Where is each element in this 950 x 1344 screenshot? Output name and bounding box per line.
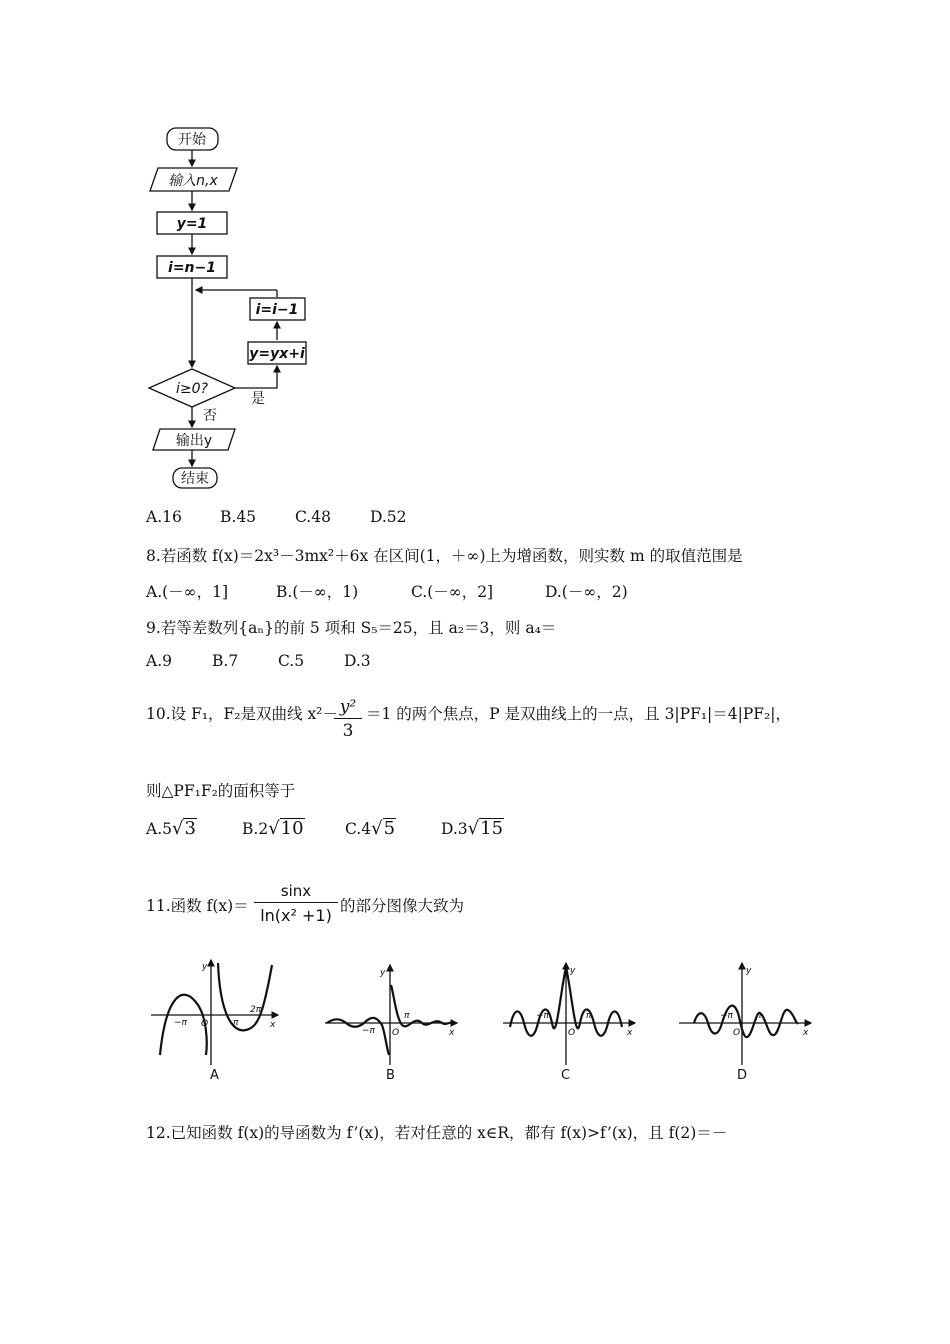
q7-option-c[interactable]: C.48 bbox=[295, 508, 331, 526]
graph-c-y-label: y bbox=[570, 966, 576, 976]
start-label: 开始 bbox=[178, 132, 206, 148]
graph-b-y-label: y bbox=[380, 968, 386, 978]
q8-options bbox=[146, 580, 628, 602]
graph-c-label: C bbox=[561, 1068, 571, 1083]
q10-option-d-radicand: 15 bbox=[480, 818, 504, 839]
graph-a-tick-pi: π bbox=[233, 1018, 239, 1028]
graph-c-tick-neg-pi: −π bbox=[536, 1011, 549, 1021]
q10-option-a-radicand: 3 bbox=[184, 818, 196, 839]
graph-a[interactable] bbox=[148, 955, 283, 1085]
q8-option-d[interactable]: D.(－∞，2) bbox=[545, 583, 628, 601]
graph-b-tick-neg-pi: −π bbox=[362, 1026, 375, 1036]
graph-d-tick-pi: π bbox=[756, 1011, 762, 1021]
q9-text: 9.若等差数列{aₙ}的前 5 项和 S₅＝25，且 a₂＝3，则 a₄＝ bbox=[146, 619, 557, 637]
graph-d-y-label: y bbox=[746, 966, 752, 976]
q8-option-c[interactable]: C.(－∞，2] bbox=[411, 583, 494, 601]
q8-text: 8.若函数 f(x)＝2x³－3mx²＋6x 在区间(1，＋∞)上为增函数，则实数 m 的取值范围是 bbox=[146, 547, 743, 565]
graph-d-tick-neg-pi: −π bbox=[720, 1011, 733, 1021]
q10-option-c[interactable]: C.4 √ 5 bbox=[345, 818, 396, 839]
end-label: 结束 bbox=[181, 471, 209, 487]
q11-frac-den: ln(x² +1) bbox=[260, 906, 332, 925]
graph-b-origin: O bbox=[392, 1028, 400, 1038]
q9-option-b[interactable]: B.7 bbox=[212, 652, 239, 670]
graph-d-x-label: x bbox=[803, 1028, 809, 1038]
q10-option-c-radicand: 5 bbox=[383, 818, 396, 839]
q7-option-d[interactable]: D.52 bbox=[370, 508, 407, 526]
q10-fraction bbox=[334, 696, 362, 743]
q12-text: 12.已知函数 f(x)的导函数为 f’(x)，若对任意的 x∈R，都有 f(x)>f’(x)，且 f(2)＝－ bbox=[146, 1124, 728, 1142]
q10-option-d[interactable]: D.3 √ 15 bbox=[441, 818, 504, 839]
q9-option-c[interactable]: C.5 bbox=[278, 652, 305, 670]
init-i-label: i=n−1 bbox=[168, 260, 216, 276]
graph-b-x-label: x bbox=[449, 1028, 455, 1038]
input-label: 输入n,x bbox=[168, 173, 218, 189]
q10-frac-den: 3 bbox=[342, 721, 354, 741]
q10-frac-num: y² bbox=[339, 697, 357, 717]
update-label: y=yx+i bbox=[249, 346, 305, 362]
graph-a-tick-2pi: 2π bbox=[250, 1005, 262, 1015]
q8-option-b[interactable]: B.(－∞，1) bbox=[276, 583, 359, 601]
q10-options bbox=[146, 818, 504, 839]
q10-option-a[interactable]: A.5 √ 3 bbox=[146, 818, 196, 839]
graph-d[interactable] bbox=[676, 955, 816, 1085]
q10-option-b[interactable]: B.2 √ 10 bbox=[242, 818, 304, 839]
graph-b-label: B bbox=[386, 1068, 395, 1083]
graph-d-curve bbox=[694, 1006, 798, 1038]
graph-a-label: A bbox=[210, 1068, 219, 1083]
graph-b-tick-pi: π bbox=[404, 1011, 410, 1021]
no-label: 否 bbox=[203, 408, 217, 424]
graph-d-origin: O bbox=[733, 1028, 741, 1038]
q11-suffix: 的部分图像大致为 bbox=[340, 897, 465, 915]
q7-option-b[interactable]: B.45 bbox=[220, 508, 257, 526]
q10-option-b-radicand: 10 bbox=[280, 818, 304, 839]
q10-line2: 则△PF₁F₂的面积等于 bbox=[146, 782, 296, 800]
q7-options bbox=[146, 508, 407, 526]
graph-a-origin: O bbox=[201, 1019, 209, 1029]
graph-c[interactable] bbox=[500, 955, 640, 1085]
graph-c-tick-pi: π bbox=[586, 1011, 592, 1021]
output-label: 输出y bbox=[175, 433, 213, 449]
q11-fraction bbox=[254, 880, 338, 929]
graph-a-x-label: x bbox=[270, 1020, 276, 1030]
graph-a-y-label: y bbox=[202, 962, 208, 972]
q10-suffix: ＝1 的两个焦点，P 是双曲线上的一点，且 3|PF₁|＝4|PF₂|， bbox=[366, 705, 791, 723]
q10-prefix: 10.设 F₁，F₂是双曲线 x²－ bbox=[146, 705, 338, 723]
graph-b[interactable] bbox=[322, 955, 462, 1085]
q9-option-d[interactable]: D.3 bbox=[344, 652, 371, 670]
decrement-label: i=i−1 bbox=[255, 302, 299, 318]
q9-options bbox=[146, 652, 371, 670]
condition-label: i≥0? bbox=[176, 381, 208, 397]
yes-label: 是 bbox=[251, 391, 265, 407]
graph-d-label: D bbox=[737, 1068, 748, 1083]
q8-option-a[interactable]: A.(－∞，1] bbox=[146, 583, 228, 601]
q11-prefix: 11.函数 f(x)＝ bbox=[146, 897, 249, 915]
init-y-label: y=1 bbox=[176, 216, 208, 232]
flowchart bbox=[140, 122, 320, 497]
q7-option-a[interactable]: A.16 bbox=[146, 508, 182, 526]
q11-frac-num: sinx bbox=[280, 882, 312, 900]
q9-option-a[interactable]: A.9 bbox=[146, 652, 172, 670]
graph-a-tick-neg-pi: −π bbox=[174, 1018, 187, 1028]
graph-c-x-label: x bbox=[627, 1028, 633, 1038]
graph-c-origin: O bbox=[568, 1028, 576, 1038]
